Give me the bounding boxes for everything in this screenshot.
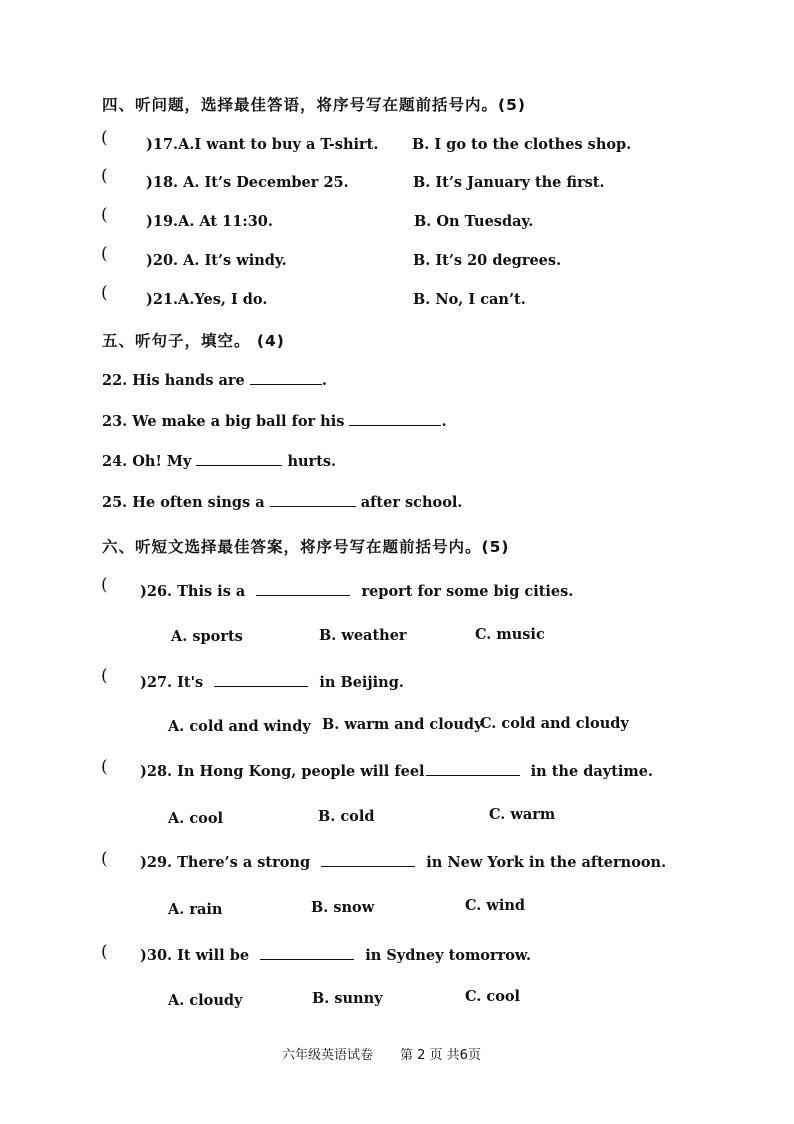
question-text: )17.A.I want to buy a T-shirt. [146, 136, 379, 153]
option-b: B. I go to the clothes shop. [412, 136, 632, 153]
answer-blank[interactable] [349, 412, 441, 426]
page-number: 第 2 页 共6页 [400, 1048, 481, 1063]
section-6-heading: 六、听短文选择最佳答案，将序号写在题前括号内。(5) [102, 538, 510, 556]
question-text: 23. We make a big ball for his [102, 413, 345, 430]
answer-blank[interactable] [256, 582, 350, 596]
question-text: )20. A. It’s windy. [146, 252, 287, 269]
question-stem-end: in New York in the afternoon. [426, 854, 667, 871]
answer-paren: ( [101, 942, 108, 962]
answer-blank[interactable] [260, 946, 354, 960]
question-stem-end: in Sydney tomorrow. [365, 947, 531, 964]
answer-blank[interactable] [270, 493, 356, 507]
question-25 [102, 493, 462, 511]
option-c: C. wind [465, 897, 526, 914]
question-stem: )30. It will be [140, 947, 250, 964]
question-text-end: . [441, 413, 447, 430]
option-b: B. snow [311, 899, 375, 916]
answer-blank[interactable] [426, 762, 520, 776]
section-5-heading: 五、听句子，填空。 (4) [102, 332, 285, 350]
answer-paren: ( [101, 283, 108, 303]
answer-paren: ( [101, 575, 108, 595]
option-a: A. cold and windy [168, 718, 311, 735]
question-stem: )27. It's [140, 674, 204, 691]
answer-blank[interactable] [250, 371, 322, 385]
question-stem: )26. This is a [140, 583, 246, 600]
option-b: B. No, I can’t. [413, 291, 526, 308]
option-b: B. weather [319, 627, 407, 644]
question-stem: )29. There’s a strong [140, 854, 311, 871]
answer-paren: ( [101, 757, 108, 777]
option-a: A. rain [168, 901, 223, 918]
question-text-end: after school. [360, 494, 463, 511]
option-a: A. sports [171, 628, 243, 645]
question-text: )19.A. At 11:30. [146, 213, 273, 230]
question-text [140, 762, 653, 780]
question-23 [102, 412, 447, 430]
answer-paren: ( [101, 244, 108, 264]
question-text: )21.A.Yes, I do. [146, 291, 268, 308]
answer-paren: ( [101, 666, 108, 686]
question-text: )18. A. It’s December 25. [146, 174, 349, 191]
answer-paren: ( [101, 849, 108, 869]
answer-paren: ( [101, 128, 108, 148]
question-stem: )28. In Hong Kong, people will feel [140, 763, 425, 780]
question-22 [102, 371, 327, 389]
exam-title: 六年级英语试卷 [282, 1048, 374, 1063]
answer-blank[interactable] [321, 853, 415, 867]
option-b: B. It’s 20 degrees. [413, 252, 562, 269]
question-stem-end: in the daytime. [530, 763, 654, 780]
question-text-end: . [321, 372, 327, 389]
option-b: B. On Tuesday. [414, 213, 534, 230]
option-a: A. cloudy [168, 992, 243, 1009]
option-c: C. warm [489, 806, 556, 823]
question-text [140, 673, 404, 691]
question-text [140, 582, 573, 600]
option-c: C. music [475, 626, 545, 643]
question-stem-end: in Beijing. [319, 674, 404, 691]
option-c: C. cool [465, 988, 521, 1005]
answer-paren: ( [101, 166, 108, 186]
option-a: A. cool [168, 810, 224, 827]
option-b: B. cold [318, 808, 375, 825]
answer-blank[interactable] [196, 452, 282, 466]
question-text [140, 946, 531, 964]
question-text: 25. He often sings a [102, 494, 265, 511]
question-text: 24. Oh! My [102, 453, 192, 470]
question-text [140, 853, 666, 871]
question-text: 22. His hands are [102, 372, 245, 389]
answer-paren: ( [101, 205, 108, 225]
option-b: B. warm and cloudy [322, 716, 483, 733]
option-b: B. It’s January the first. [413, 174, 605, 191]
answer-blank[interactable] [214, 673, 308, 687]
question-24 [102, 452, 336, 470]
section-4-heading: 四、听问题，选择最佳答语，将序号写在题前括号内。(5) [102, 96, 526, 114]
option-c: C. cold and cloudy [480, 715, 629, 732]
question-text-end: hurts. [287, 453, 337, 470]
option-b: B. sunny [312, 990, 383, 1007]
question-stem-end: report for some big cities. [361, 583, 574, 600]
